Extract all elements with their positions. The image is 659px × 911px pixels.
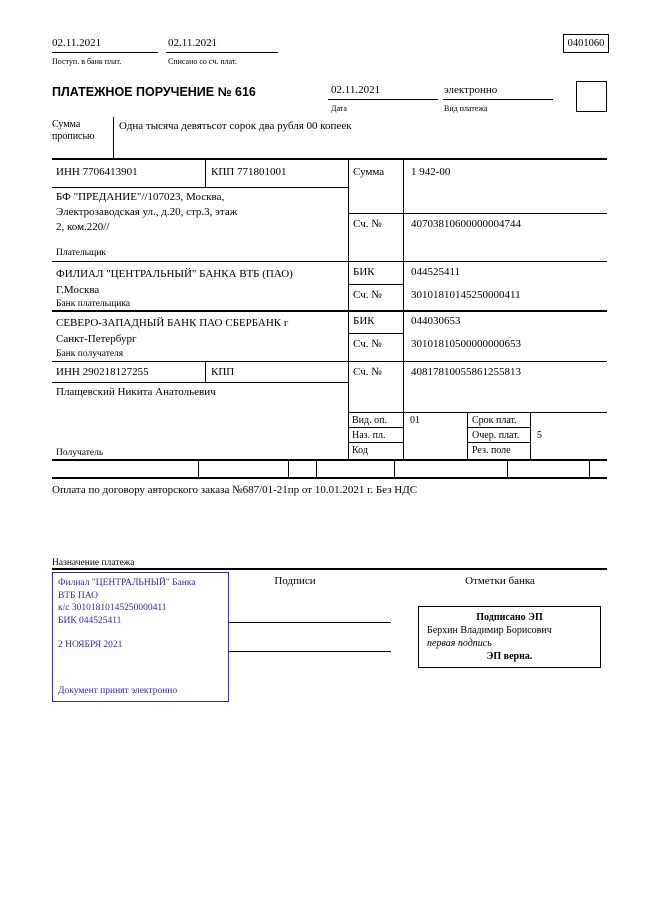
sum-label: Сумма: [353, 166, 385, 178]
payer-label: Плательщик: [56, 248, 107, 258]
divider-line: [467, 412, 468, 459]
divider-line: [348, 442, 404, 443]
payer-bank-label: Банк плательщика: [56, 299, 131, 309]
doc-date-value: 02.11.2021: [331, 84, 381, 96]
payer-bank-account-value: 30101810145250000411: [411, 289, 521, 301]
divider-line: [198, 461, 199, 477]
payer-account-label: Сч. №: [353, 218, 382, 230]
payee-account-value: 40817810055861255813: [411, 366, 521, 378]
divider-line: [52, 382, 348, 383]
payee-bank-bik-value: 044030653: [411, 315, 461, 327]
stamp-line3: к/с 30101810145250000411: [58, 603, 167, 613]
payment-purpose-text: Оплата по договору авторского заказа №687/01-21пр от 10.01.2021 г. Без НДС: [52, 484, 418, 496]
vid-op-value: 01: [410, 415, 420, 426]
debited-date-label: Списано со сч. плат.: [168, 57, 237, 66]
naz-pl-label: Наз. пл.: [352, 430, 386, 441]
divider-line: [467, 442, 531, 443]
signature-line: [229, 651, 391, 652]
esign-title: Подписано ЭП: [476, 612, 543, 623]
divider-line: [394, 461, 395, 477]
divider-line: [52, 52, 158, 53]
payee-bank-line1: СЕВЕРО-ЗАПАДНЫЙ БАНК ПАО СБЕРБАНК г: [56, 317, 289, 329]
payer-account-value: 40703810600000004744: [411, 218, 521, 230]
payee-label: Получатель: [56, 448, 104, 458]
payee-bank-line2: Санкт-Петербург: [56, 333, 137, 345]
payer-name-line3: 2, ком.220//: [56, 221, 110, 233]
ocher-plat-value: 5: [537, 430, 542, 441]
form-code-box: 0401060: [563, 34, 609, 53]
kod-label: Код: [352, 445, 368, 456]
esign-name: Берхин Владимир Борисович: [427, 625, 552, 636]
bank-marks-label: Отметки банка: [465, 575, 535, 587]
signatures-label: Подписи: [274, 575, 316, 587]
esign-kind: первая подпись: [427, 638, 492, 649]
divider-line: [52, 310, 607, 312]
divider-line: [52, 187, 348, 188]
payee-kpp: КПП: [211, 366, 235, 378]
payee-name: Плащевский Никита Анатольевич: [56, 386, 216, 398]
divider-line: [328, 99, 438, 100]
divider-line: [530, 412, 531, 459]
signature-line: [229, 622, 391, 623]
rez-pole-label: Рез. поле: [472, 445, 511, 456]
payee-inn: ИНН 290218127255: [56, 366, 149, 378]
payer-name-line2: Электрозаводская ул., д.20, стр.3, этаж: [56, 206, 238, 218]
divider-line: [52, 261, 607, 262]
sum-value: 1 942-00: [411, 166, 451, 178]
divider-line: [205, 160, 206, 187]
divider-line: [348, 284, 404, 285]
divider-line: [52, 568, 607, 570]
payer-bank-bik-value: 044525411: [411, 266, 461, 278]
priority-box-empty: [576, 81, 607, 112]
esign-status: ЭП верна.: [486, 651, 533, 662]
divider-line: [166, 52, 278, 53]
divider-line: [52, 459, 607, 461]
payee-account-label: Сч. №: [353, 366, 382, 378]
received-date-label: Поступ. в банк плат.: [52, 57, 122, 66]
stamp-line1: Филиал "ЦЕНТРАЛЬНЫЙ" Банка: [58, 578, 196, 588]
esign-box: [418, 606, 601, 668]
divider-line: [288, 461, 289, 477]
divider-line: [348, 213, 607, 214]
received-date-value: 02.11.2021: [52, 37, 102, 49]
payer-inn: ИНН 7706413901: [56, 166, 138, 178]
divider-line: [467, 427, 531, 428]
payment-type-value: электронно: [444, 84, 498, 96]
vid-op-label: Вид. оп.: [352, 415, 387, 426]
bank-stamp: [52, 572, 229, 702]
payment-type-label: Вид платежа: [444, 104, 488, 113]
divider-line: [52, 361, 607, 362]
divider-line: [205, 361, 206, 382]
stamp-note: Документ принят электронно: [58, 685, 178, 696]
payer-bank-line1: ФИЛИАЛ "ЦЕНТРАЛЬНЫЙ" БАНКА ВТБ (ПАО): [56, 268, 293, 280]
ocher-plat-label: Очер. плат.: [472, 430, 520, 441]
divider-line: [316, 461, 317, 477]
divider-line: [348, 427, 404, 428]
payer-bank-bik-label: БИК: [353, 266, 375, 278]
stamp-date: 2 НОЯБРЯ 2021: [58, 640, 123, 650]
payment-purpose-label: Назначение платежа: [52, 558, 135, 568]
amount-words-label: Сумма прописью: [52, 119, 95, 142]
srok-plat-label: Срок плат.: [472, 415, 517, 426]
divider-line: [443, 99, 553, 100]
divider-line: [348, 412, 607, 413]
stamp-line2: ВТБ ПАО: [58, 590, 98, 601]
stamp-line4: БИК 044525411: [58, 615, 122, 626]
divider-line: [52, 158, 607, 160]
payee-bank-label: Банк получателя: [56, 349, 124, 359]
divider-line: [52, 477, 607, 479]
payee-bank-account-label: Сч. №: [353, 338, 382, 350]
payer-bank-line2: Г.Москва: [56, 284, 100, 296]
payee-bank-account-value: 30101810500000000653: [411, 338, 521, 350]
document-title: ПЛАТЕЖНОЕ ПОРУЧЕНИЕ № 616: [52, 85, 256, 99]
payer-kpp: КПП 771801001: [211, 166, 287, 178]
payee-bank-bik-label: БИК: [353, 315, 375, 327]
amount-words-value: Одна тысяча девятьсот сорок два рубля 00 копеек: [119, 120, 352, 132]
divider-line: [348, 333, 404, 334]
divider-line: [113, 117, 114, 159]
debited-date-value: 02.11.2021: [168, 37, 218, 49]
doc-date-label: Дата: [331, 104, 347, 113]
payer-bank-account-label: Сч. №: [353, 289, 382, 301]
divider-line: [589, 461, 590, 477]
payer-name-line1: БФ "ПРЕДАНИЕ"//107023, Москва,: [56, 191, 225, 203]
divider-line: [507, 461, 508, 477]
